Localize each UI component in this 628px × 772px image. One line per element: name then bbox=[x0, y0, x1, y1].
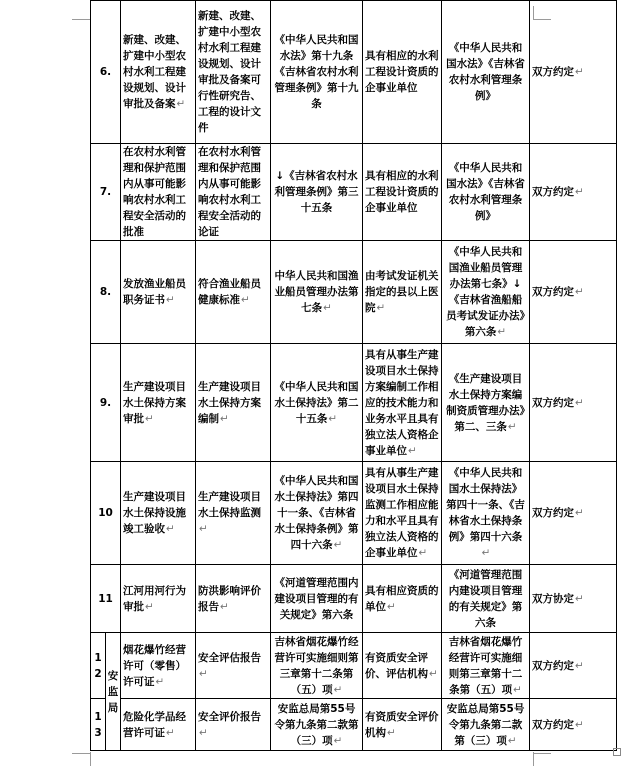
service-provider-cell: 具有从事生产建设项目水土保持监测工作相应能力和水平且具有独立法人资格的企事业单位↵ bbox=[363, 462, 442, 565]
service-provider-cell: 具有从事生产建设项目水土保持方案编制工作相应的技术能力和业务水平且具有独立法人资格企事业单位↵ bbox=[363, 344, 442, 462]
approval-item-cell: 发放渔业船员职务证书↵ bbox=[121, 241, 196, 344]
service-method-cell: 双方约定↵ bbox=[530, 144, 617, 241]
service-provider-cell: 有资质安全评价机构↵ bbox=[363, 699, 442, 751]
approval-item-cell: 在农村水利管理和保护范围内从事可能影响农村水利工程安全活动的批准 bbox=[121, 144, 196, 241]
service-method-cell: 双方协定↵ bbox=[530, 565, 617, 633]
legal-basis-cell: 安监总局第55号令第九条第二款第（三）项↵ bbox=[271, 699, 363, 751]
legal-basis-cell: 《中华人民共和国水土保持法》第四十一条、《吉林省水土保持条例》第四十六条↵ bbox=[271, 462, 363, 565]
service-content-cell: 生产建设项目水土保持方案编制↵ bbox=[196, 344, 271, 462]
service-method-cell: 双方约定↵ bbox=[530, 241, 617, 344]
row-number: 8. bbox=[91, 241, 121, 344]
service-content-cell: 安全评价报告↵ bbox=[196, 699, 271, 751]
table-row bbox=[91, 565, 617, 633]
row-number: 6. bbox=[91, 1, 121, 144]
regulation-cell: 《河道管理范围内建设项目管理的有关规定》第六条 bbox=[442, 565, 530, 633]
service-content-cell: 生产建设项目水土保持监测↵ bbox=[196, 462, 271, 565]
legal-basis-cell: ↓《吉林省农村水利管理条例》第三十五条 bbox=[271, 144, 363, 241]
department-cell: 安监局 bbox=[106, 633, 121, 751]
regulation-cell: 《中华人民共和国水法》《吉林省农村水利管理条例》 bbox=[442, 144, 530, 241]
approval-item-cell: 生产建设项目水土保持方案审批↵ bbox=[121, 344, 196, 462]
legal-basis-cell: 《中华人民共和国水土保持法》第二十五条↵ bbox=[271, 344, 363, 462]
service-content-cell: 防洪影响评价报告↵ bbox=[196, 565, 271, 633]
regulation-cell: 《中华人民共和国水土保持法》第四十一条、《吉林省水土保持条例》第四十六条↵ bbox=[442, 462, 530, 565]
service-provider-cell: 具有相应的水利工程设计资质的企事业单位 bbox=[363, 1, 442, 144]
approval-item-cell: 生产建设项目水土保持设施竣工验收↵ bbox=[121, 462, 196, 565]
approval-item-cell: 危险化学品经营许可证↵ bbox=[121, 699, 196, 751]
crop-mark-bottom-right-horizontal bbox=[533, 753, 551, 754]
legal-basis-cell: 《中华人民共和国水法》第十九条《吉林省农村水利管理条例》第十九条 bbox=[271, 1, 363, 144]
service-provider-cell: 由考试发证机关指定的县以上医院↵ bbox=[363, 241, 442, 344]
table-row bbox=[91, 344, 617, 462]
service-provider-cell: 具有相应的水利工程设计资质的企事业单位 bbox=[363, 144, 442, 241]
regulation-cell: 吉林省烟花爆竹经营许可实施细则第三章第十二条第（五）项↵ bbox=[442, 633, 530, 699]
table-row bbox=[91, 699, 617, 751]
crop-mark-top-left-horizontal bbox=[72, 19, 90, 20]
service-content-cell: 新建、改建、扩建中小型农村水利工程建设规划、设计审批及备案可行性研究告、工程的设计文件 bbox=[196, 1, 271, 144]
service-provider-cell: 有资质安全评价、评估机构↵ bbox=[363, 633, 442, 699]
row-number: 13 bbox=[91, 699, 106, 751]
service-method-cell: 双方约定↵ bbox=[530, 344, 617, 462]
crop-mark-bottom-left-horizontal bbox=[72, 753, 90, 754]
table-row bbox=[91, 144, 617, 241]
service-provider-cell: 具有相应资质的单位↵ bbox=[363, 565, 442, 633]
legal-basis-cell: 中华人民共和国渔业船员管理办法第七条↵ bbox=[271, 241, 363, 344]
row-number: 10 bbox=[91, 462, 121, 565]
intermediary-services-table bbox=[90, 0, 617, 751]
table-row bbox=[91, 462, 617, 565]
legal-basis-cell: 吉林省烟花爆竹经营许可实施细则第三章第十二条第（五）项↵ bbox=[271, 633, 363, 699]
service-content-cell: 安全评估报告↵ bbox=[196, 633, 271, 699]
crop-mark-bottom-right-vertical bbox=[533, 752, 534, 766]
table-row bbox=[91, 633, 617, 699]
row-number: 12 bbox=[91, 633, 106, 699]
regulation-cell: 安监总局第55号令第九条第二款第（三）项↵ bbox=[442, 699, 530, 751]
approval-item-cell: 新建、改建、扩建中小型农村水利工程建设规划、设计审批及备案↵ bbox=[121, 1, 196, 144]
regulation-cell: 《生产建设项目水土保持方案编制资质管理办法》第二、三条↵ bbox=[442, 344, 530, 462]
service-method-cell: 双方约定↵ bbox=[530, 462, 617, 565]
row-number: 9. bbox=[91, 344, 121, 462]
legal-basis-cell: 《河道管理范围内建设项目管理的有关规定》第六条 bbox=[271, 565, 363, 633]
end-of-table-marker bbox=[613, 748, 621, 756]
service-method-cell: 双方约定↵ bbox=[530, 633, 617, 699]
table-row bbox=[91, 1, 617, 144]
service-content-cell: 在农村水利管理和保护范围内从事可能影响农村水利工程安全活动的论证 bbox=[196, 144, 271, 241]
service-method-cell: 双方约定↵ bbox=[530, 1, 617, 144]
crop-mark-bottom-left-vertical bbox=[90, 752, 91, 766]
service-method-cell: 双方约定↵ bbox=[530, 699, 617, 751]
approval-item-cell: 江河用河行为审批↵ bbox=[121, 565, 196, 633]
row-number: 11 bbox=[91, 565, 121, 633]
regulation-cell: 《中华人民共和国水法》《吉林省农村水利管理条例》 bbox=[442, 1, 530, 144]
approval-item-cell: 烟花爆竹经营许可（零售）许可证↵ bbox=[121, 633, 196, 699]
table-row bbox=[91, 241, 617, 344]
service-content-cell: 符合渔业船员健康标准↵ bbox=[196, 241, 271, 344]
row-number: 7. bbox=[91, 144, 121, 241]
regulation-cell: 《中华人民共和国渔业船员管理办法第七条》↓《吉林省渔船船员考试发证办法》第六条↵ bbox=[442, 241, 530, 344]
